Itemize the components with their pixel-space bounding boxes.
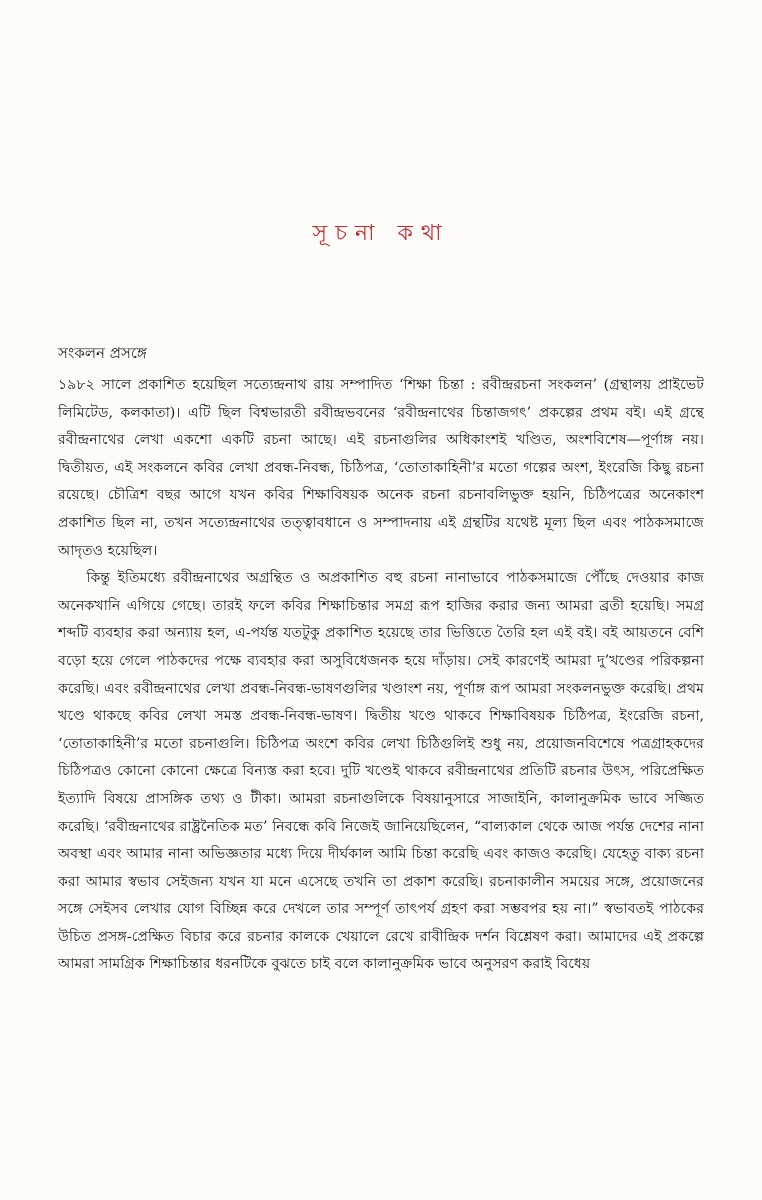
body-text [58, 372, 704, 979]
chapter-title: সূচনা কথা [312, 221, 450, 246]
section-heading: সংকলন প্রসঙ্গে [58, 344, 147, 362]
paragraph-2: কিন্তু ইতিমধ্যে রবীন্দ্রনাথের অগ্রন্থিত ও অপ্রকাশিত বহু রচনা নানাভাবে পাঠকসমাজে পৌঁছে দেওয়ার কাজ অনেকখানি এগিয়ে গেছে। তারই ফলে কবির শিক্ষাচিন্তার সমগ্র রূপ হাজির করার জন্য আমরা ব্রতী হয়েছি। সমগ্র শব্দটি ব্যবহার করা অন্যায় হল, এ-পর্যন্ত যতটুকু প্রকাশিত হয়েছে তার ভিত্তিতে তৈরি হল এই বই। বই আয়তনে বেশি বড়ো হয়ে গেলে পাঠকদের পক্ষে ব্যবহার করা অসুবিধেজনক হয়ে দাঁড়ায়। সেই কারণেই আমরা দু’খণ্ডের পরিকল্পনা করেছি। এবং রবীন্দ্রনাথের লেখা প্রবন্ধ-নিবন্ধ-ভাষণগুলির খণ্ডাংশ নয়, পূর্ণাঙ্গ রূপ আমরা সংকলনভুক্ত করেছি। প্রথম খণ্ডে থাকছে কবির লেখা সমস্ত প্রবন্ধ-নিবন্ধ-ভাষণ। দ্বিতীয় খণ্ডে থাকবে শিক্ষাবিষয়ক চিঠিপত্র, ইংরেজি রচনা, ‘তোতাকাহিনী’র মতো রচনাগুলি। চিঠিপত্র অংশে কবির লেখা চিঠিগুলিই শুধু নয়, প্রয়োজনবিশেষে পত্রগ্রাহকদের চিঠিপত্রও কোনো কোনো ক্ষেত্রে বিন্যস্ত করা হবে। দুটি খণ্ডেই থাকবে রবীন্দ্রনাথের প্রতিটি রচনার উৎস, পরিপ্রেক্ষিত ইত্যাদি বিষয়ে প্রাসঙ্গিক তথ্য ও টীকা। আমরা রচনাগুলিকে বিষয়ানুসারে সাজাইনি, কালানুক্রমিক ভাবে সজ্জিত করেছি। ‘রবীন্দ্রনাথের রাষ্ট্রনৈতিক মত’ নিবন্ধে কবি নিজেই জানিয়েছিলেন, “বাল্যকাল থেকে আজ পর্যন্ত দেশের নানা অবস্থা এবং আমার নানা অভিজ্ঞতার মধ্যে দিয়ে দীর্ঘকাল আমি চিন্তা করেছি এবং কাজও করেছি। যেহেতু বাক্য রচনা করা আমার স্বভাব সেইজন্য যখন যা মনে এসেছে তখনি তা প্রকাশ করেছি। রচনাকালীন সময়ের সঙ্গে, প্রয়োজনের সঙ্গে সেইসব লেখার যোগ বিচ্ছিন্ন করে দেখলে তার সম্পূর্ণ তাৎপর্য গ্রহণ করা সম্ভবপর হয় না।” স্বভাবতই পাঠকের উচিত প্রসঙ্গ-প্রেক্ষিত বিচার করে রচনার কালকে খেয়ালে রেখে রাবীন্দ্রিক দর্শন বিশ্লেষণ করা। আমাদের এই প্রকল্পে আমরা সামগ্রিক শিক্ষাচিন্তার ধরনটিকে বুঝতে চাই বলে কালানুক্রমিক ভাবে অনুসরণ করাই বিধেয় [58, 570, 704, 973]
paragraph-1: ১৯৮২ সালে প্রকাশিত হয়েছিল সত্যেন্দ্রনাথ রায় সম্পাদিত ‘শিক্ষা চিন্তা : রবীন্দ্ররচনা সংকলন’ (গ্রন্থালয় প্রাইভেট লিমিটেড, কলকাতা)। এটি ছিল বিশ্বভারতী রবীন্দ্রভবনের ‘রবীন্দ্রনাথের চিন্তাজগৎ’ প্রকল্পের প্রথম বই। এই গ্রন্থে রবীন্দ্রনাথের লেখা একশো একটি রচনা আছে। এই রচনাগুলির অধিকাংশই খণ্ডিত, অংশবিশেষ—পূর্ণাঙ্গ নয়। দ্বিতীয়ত, এই সংকলনে কবির লেখা প্রবন্ধ-নিবন্ধ, চিঠিপত্র, ‘তোতাকাহিনী’র মতো গল্পের অংশ, ইংরেজি কিছু রচনা রয়েছে। চৌত্রিশ বছর আগে যখন কবির শিক্ষাবিষয়ক অনেক রচনা রচনাবলিভুক্ত হয়নি, চিঠিপত্রের অনেকাংশ প্রকাশিত ছিল না, তখন সত্যেন্দ্রনাথের তত্ত্বাবধানে ও সম্পাদনায় এই গ্রন্থটির যথেষ্ট মূল্য ছিল এবং পাঠকসমাজে আদৃতও হয়েছিল। [58, 377, 704, 559]
